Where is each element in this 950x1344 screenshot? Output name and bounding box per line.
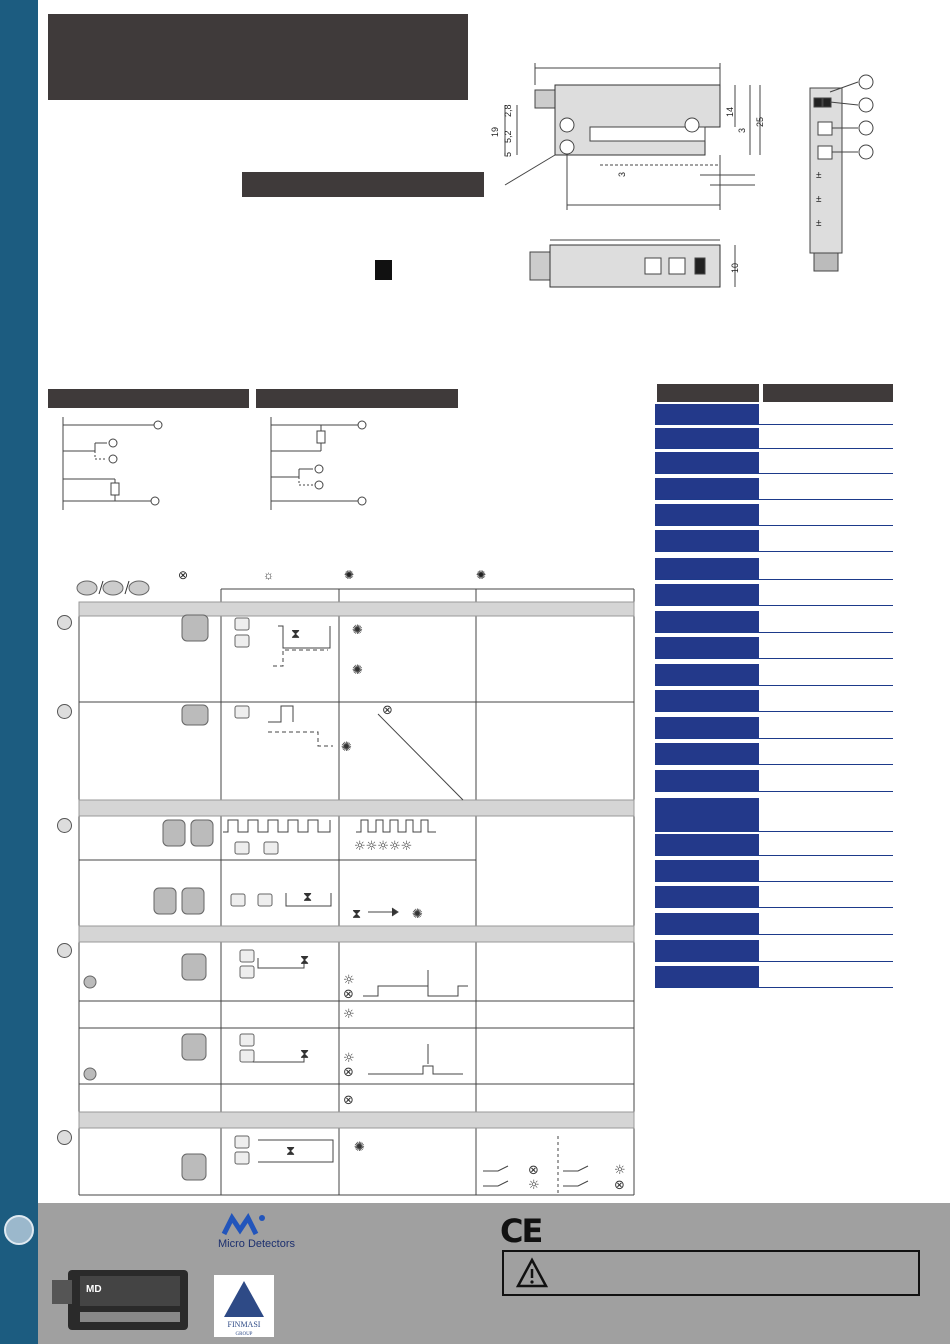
product-photo bbox=[50, 1262, 200, 1338]
spec-table-row bbox=[655, 478, 893, 500]
dim-14: 14 bbox=[725, 106, 735, 117]
spec-table-cell bbox=[655, 478, 759, 499]
svg-text:⧗: ⧗ bbox=[286, 1144, 296, 1159]
svg-text:✺: ✺ bbox=[352, 623, 363, 638]
spec-table-cell bbox=[655, 834, 759, 855]
spec-table-cell bbox=[655, 452, 759, 473]
spec-table-cell bbox=[655, 886, 759, 907]
spec-table-row bbox=[655, 452, 893, 474]
dim-10: 10 bbox=[730, 262, 740, 273]
panel-symbol-3: ± bbox=[816, 218, 822, 229]
spec-table-row bbox=[655, 637, 893, 659]
spec-table-cell bbox=[655, 584, 759, 605]
spec-table-row bbox=[655, 428, 893, 449]
spec-table-row bbox=[655, 834, 893, 856]
panel-symbol-2: ± bbox=[816, 194, 822, 205]
spec-table-row bbox=[655, 798, 893, 832]
spec-table-cell bbox=[655, 798, 759, 831]
spec-table-cell bbox=[655, 690, 759, 711]
md-logo bbox=[220, 1212, 270, 1238]
spec-table-row bbox=[655, 404, 893, 425]
spec-table-cell bbox=[655, 504, 759, 525]
spec-table-cell bbox=[655, 558, 759, 579]
spec-table-row bbox=[655, 860, 893, 882]
black-square bbox=[375, 260, 392, 280]
brand-name: Micro Detectors bbox=[218, 1238, 296, 1250]
spec-table-cell bbox=[655, 404, 759, 424]
spec-table-cell bbox=[655, 611, 759, 632]
warning-icon bbox=[516, 1258, 548, 1288]
spec-table-row bbox=[655, 611, 893, 633]
title-box bbox=[48, 14, 468, 100]
svg-text:⊗: ⊗ bbox=[343, 987, 354, 1002]
spec-table-row bbox=[655, 886, 893, 908]
svg-text:✺: ✺ bbox=[412, 907, 423, 922]
spec-table-row bbox=[655, 770, 893, 792]
svg-text:☼: ☼ bbox=[343, 1051, 355, 1066]
subtitle-bar bbox=[242, 172, 484, 197]
svg-text:⊗: ⊗ bbox=[614, 1178, 625, 1193]
step-1-circle bbox=[57, 615, 72, 630]
svg-text:✺: ✺ bbox=[352, 663, 363, 678]
spec-table-row bbox=[655, 743, 893, 765]
spec-table-row bbox=[655, 690, 893, 712]
footer-bullet bbox=[0, 1203, 38, 1344]
spec-table-row bbox=[655, 504, 893, 526]
spec-table-head-left bbox=[657, 384, 759, 402]
svg-text:⊗: ⊗ bbox=[382, 703, 393, 718]
finmasi-group: GROUP bbox=[235, 1332, 253, 1337]
spec-table-head-right bbox=[763, 384, 893, 402]
dim-5-2: 5,2 bbox=[503, 130, 513, 143]
svg-text:⊗: ⊗ bbox=[343, 1065, 354, 1080]
svg-text:✺: ✺ bbox=[354, 1140, 365, 1155]
spec-table-cell bbox=[655, 860, 759, 881]
spec-table-row bbox=[655, 940, 893, 962]
step-3-circle bbox=[57, 818, 72, 833]
spec-table-cell bbox=[655, 664, 759, 685]
spec-table-row bbox=[655, 558, 893, 580]
programming-table bbox=[78, 588, 636, 1198]
svg-text:⧗: ⧗ bbox=[300, 953, 310, 968]
dim-3b: 3 bbox=[617, 171, 627, 177]
svg-text:☼☼☼☼☼: ☼☼☼☼☼ bbox=[354, 839, 413, 854]
svg-text:⊗: ⊗ bbox=[343, 1093, 354, 1108]
dim-2-8: 2,8 bbox=[503, 104, 513, 117]
svg-text:☼: ☼ bbox=[343, 1007, 355, 1022]
svg-text:⧗: ⧗ bbox=[352, 907, 362, 922]
svg-text:✺: ✺ bbox=[341, 740, 352, 755]
dim-5: 5 bbox=[503, 151, 513, 157]
step-5-circle bbox=[57, 1130, 72, 1145]
wiring-npn-head bbox=[48, 389, 249, 408]
dim-25: 25 bbox=[755, 116, 765, 127]
led-off-icon: ⊗ bbox=[178, 568, 189, 582]
step-4-circle bbox=[57, 943, 72, 958]
page-bullet-icon bbox=[4, 1215, 34, 1245]
wiring-diagram-npn bbox=[55, 415, 245, 515]
svg-text:⧗: ⧗ bbox=[300, 1047, 310, 1062]
svg-text:⧗: ⧗ bbox=[291, 627, 301, 642]
dim-19: 19 bbox=[490, 126, 500, 137]
wiring-pnp-head bbox=[256, 389, 458, 408]
dim-3: 3 bbox=[737, 127, 747, 133]
finmasi-name: FINMASI bbox=[227, 1320, 261, 1329]
spec-table-cell bbox=[655, 743, 759, 764]
product-label: MD bbox=[86, 1284, 102, 1295]
led-blink-icon: ✺ bbox=[344, 568, 355, 582]
front-panel-drawing bbox=[800, 70, 890, 280]
spec-table-cell bbox=[655, 530, 759, 551]
spec-table-cell bbox=[655, 966, 759, 987]
spec-table-cell bbox=[655, 637, 759, 658]
led-on-icon: ☼ bbox=[263, 568, 274, 582]
wiring-diagram-pnp bbox=[263, 415, 453, 515]
spec-table-cell bbox=[655, 913, 759, 934]
spec-table-row bbox=[655, 966, 893, 988]
finmasi-logo bbox=[214, 1275, 274, 1337]
spec-table-cell bbox=[655, 770, 759, 791]
spec-table-row bbox=[655, 584, 893, 606]
step-2-circle bbox=[57, 704, 72, 719]
dimension-drawing bbox=[490, 55, 795, 295]
spec-table-cell bbox=[655, 717, 759, 738]
led-fast-blink-icon: ✺ bbox=[476, 568, 487, 582]
panel-symbol-1: ± bbox=[816, 170, 822, 181]
spec-table-cell bbox=[655, 428, 759, 448]
spec-table-row bbox=[655, 913, 893, 935]
svg-text:☼: ☼ bbox=[343, 973, 355, 988]
warning-box bbox=[502, 1250, 920, 1296]
svg-text:⧗: ⧗ bbox=[303, 890, 313, 905]
side-strip bbox=[0, 0, 38, 1344]
svg-text:☼: ☼ bbox=[528, 1178, 540, 1193]
svg-text:☼: ☼ bbox=[614, 1163, 626, 1178]
svg-text:⊗: ⊗ bbox=[528, 1163, 539, 1178]
spec-table-row bbox=[655, 530, 893, 552]
spec-table-row bbox=[655, 664, 893, 686]
ce-mark-icon: CE bbox=[500, 1212, 542, 1250]
spec-table-row bbox=[655, 717, 893, 739]
spec-table-cell bbox=[655, 940, 759, 961]
